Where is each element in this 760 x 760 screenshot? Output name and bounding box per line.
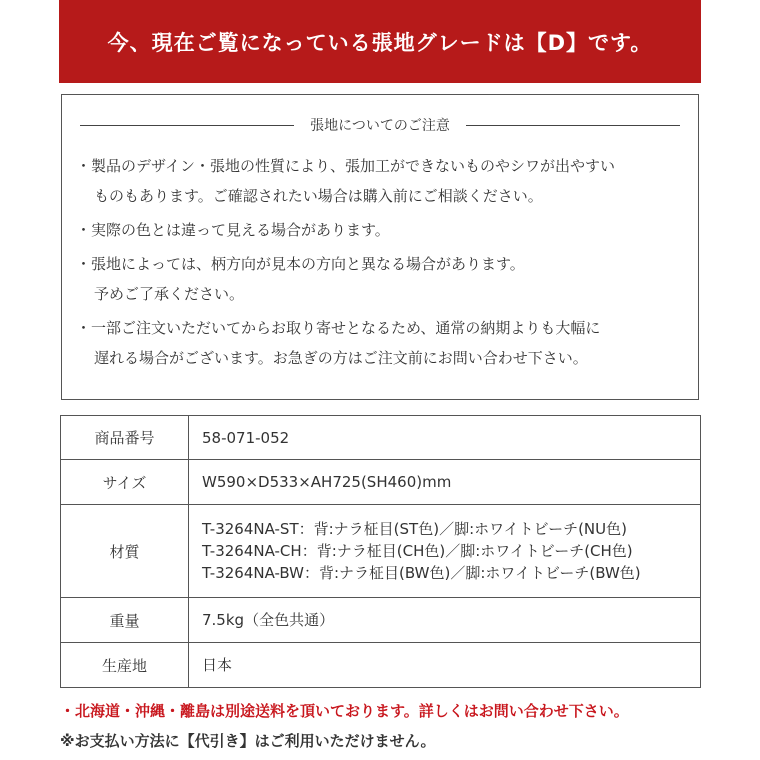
spec-value-line: T-3264NA-CH：背:ナラ柾目(CH色)／脚:ホワイトビーチ(CH色) — [202, 542, 633, 560]
notice-item — [76, 249, 690, 309]
spec-row-weight — [61, 598, 701, 643]
spec-value — [189, 598, 701, 643]
spec-label: 商品番号 — [61, 416, 189, 460]
notice-line: 予めご了承ください。 — [94, 285, 245, 303]
notice-heading — [80, 115, 680, 135]
notice-line: ・実際の色とは違って見える場合があります。 — [76, 221, 390, 239]
spec-value-line: 58-071-052 — [202, 428, 290, 447]
notice-line: ・一部ご注文いただいてからお取り寄せとなるため、通常の納期よりも大幅に — [76, 319, 601, 337]
spec-table — [60, 415, 701, 688]
spec-value-line: 日本 — [202, 656, 233, 674]
shipping-note: ・北海道・沖縄・離島は別途送料を頂いております。詳しくはお問い合わせ下さい。 — [60, 702, 629, 720]
spec-value-line: T-3264NA-ST：背:ナラ柾目(ST色)／脚:ホワイトビーチ(NU色) — [202, 520, 627, 538]
spec-row-size — [61, 460, 701, 505]
spec-value — [189, 416, 701, 460]
notice-line: ・張地によっては、柄方向が見本の方向と異なる場合があります。 — [76, 255, 525, 273]
spec-value — [189, 460, 701, 505]
spec-label: 重量 — [61, 598, 189, 643]
spec-label: サイズ — [61, 460, 189, 505]
notice-item — [76, 151, 690, 211]
heading-rule-right — [466, 125, 680, 126]
heading-rule-left — [80, 125, 294, 126]
notice-item — [76, 215, 690, 245]
spec-label: 生産地 — [61, 643, 189, 688]
notice-line: ものもあります。ご確認されたい場合は購入前にご相談ください。 — [94, 187, 543, 205]
spec-row-product-number — [61, 416, 701, 460]
spec-value — [189, 643, 701, 688]
spec-row-material — [61, 505, 701, 598]
notice-title: 張地についてのご注意 — [310, 118, 450, 134]
spec-value-line: T-3264NA-BW：背:ナラ柾目(BW色)／脚:ホワイトビーチ(BW色) — [202, 564, 641, 582]
upholstery-notice-box — [61, 94, 699, 400]
spec-value-line: W590×D533×AH725(SH460)mm — [202, 473, 452, 491]
spec-row-origin — [61, 643, 701, 688]
spec-label: 材質 — [61, 505, 189, 598]
spec-value — [189, 505, 701, 598]
notice-item — [76, 313, 690, 373]
grade-banner — [59, 0, 701, 83]
spec-value-line: 7.5kg（全色共通） — [202, 611, 335, 629]
notice-list — [76, 151, 690, 377]
footer-notes — [60, 696, 629, 756]
payment-note: ※お支払い方法に【代引き】はご利用いただけません。 — [60, 732, 436, 750]
notice-line: 遅れる場合がございます。お急ぎの方はご注文前にお問い合わせ下さい。 — [94, 349, 588, 367]
notice-line: ・製品のデザイン・張地の性質により、張加工ができないものやシワが出やすい — [76, 157, 615, 175]
grade-banner-text: 今、現在ご覧になっている張地グレードは【D】です。 — [107, 30, 653, 55]
